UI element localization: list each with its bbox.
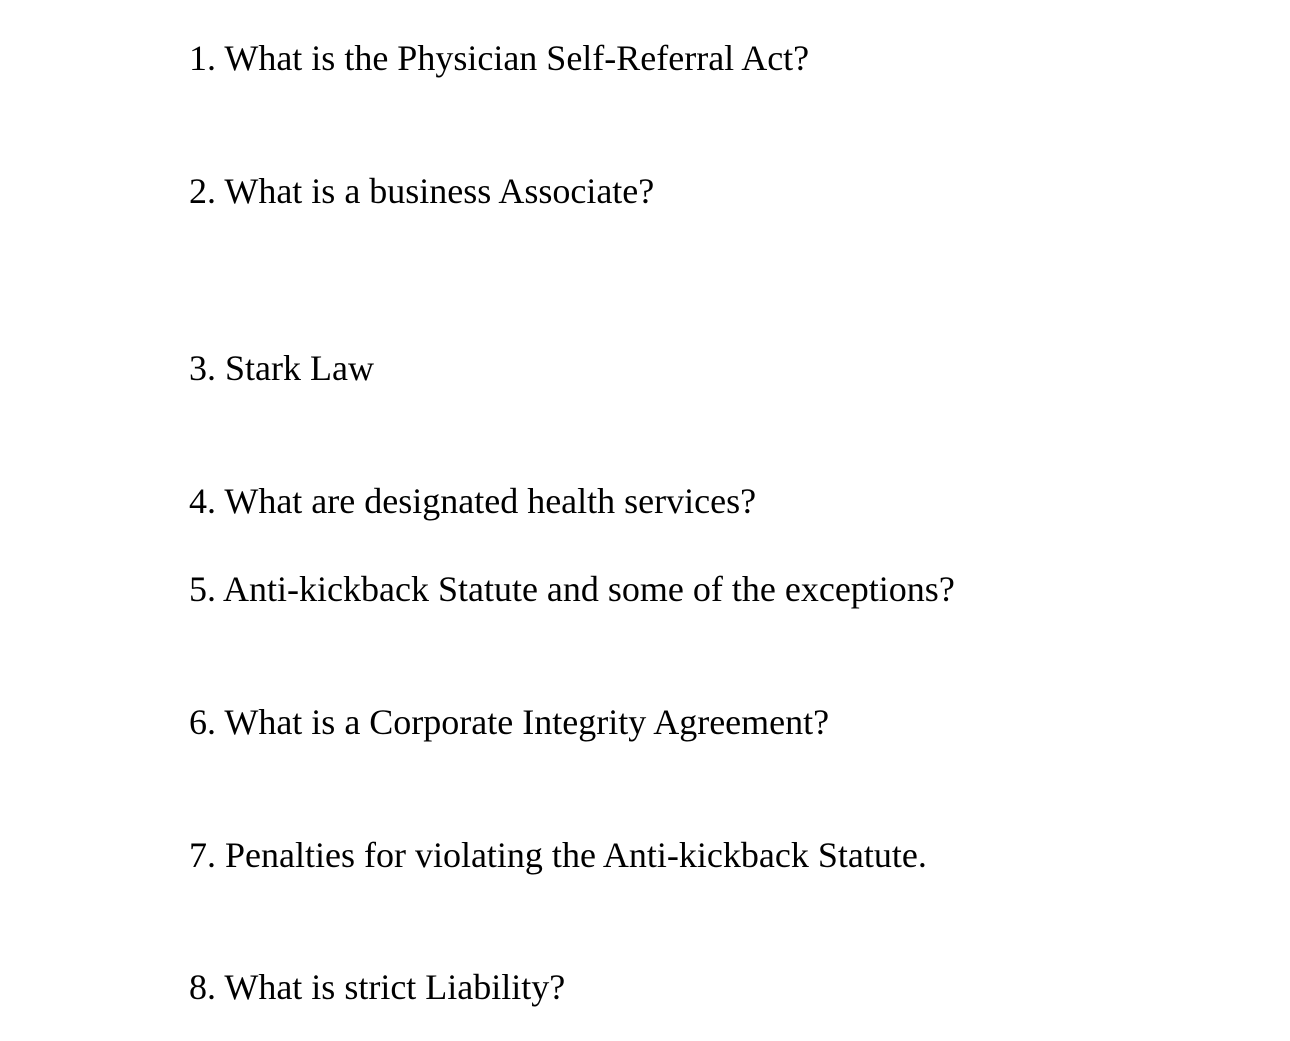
question-5: 5. Anti-kickback Statute and some of the exceptions? [189, 569, 955, 609]
question-8: 8. What is strict Liability? [189, 967, 566, 1007]
question-1: 1. What is the Physician Self-Referral Act? [189, 38, 810, 78]
question-6: 6. What is a Corporate Integrity Agreement? [189, 702, 830, 742]
question-3: 3. Stark Law [189, 348, 374, 388]
question-2: 2. What is a business Associate? [189, 171, 655, 211]
question-4: 4. What are designated health services? [189, 481, 757, 521]
question-7: 7. Penalties for violating the Anti-kickback Statute. [189, 835, 927, 875]
